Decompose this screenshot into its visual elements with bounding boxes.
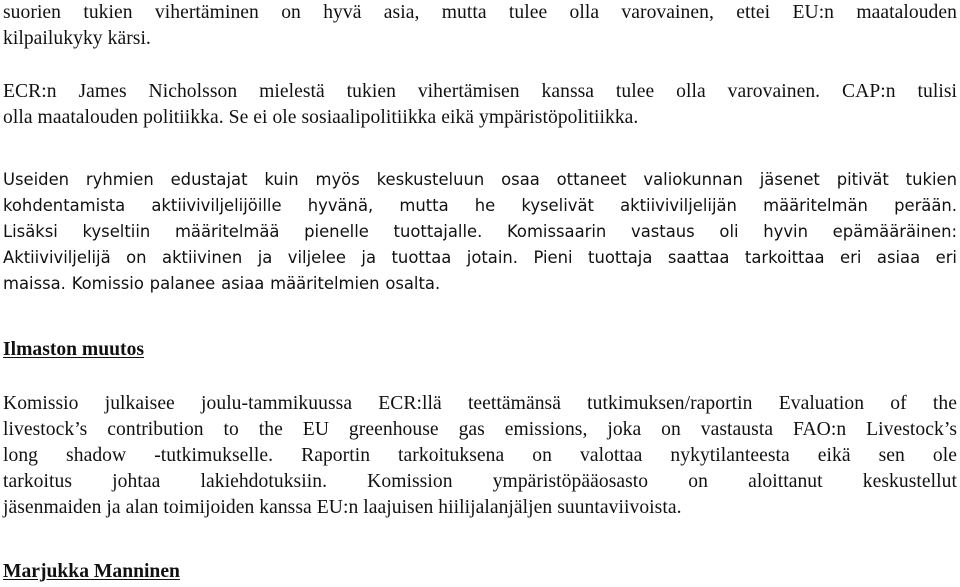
groups-line-4: Aktiiviviljelijä on aktiivinen ja viljelee ja tuottaa jotain. Pieni tuottaja saattaa tarkoittaa eri asiaa eri	[3, 248, 957, 267]
intro-end-line-1: suorien tukien vihertäminen on hyvä asia, mutta tulee olla varovainen, ettei EU:n maatalouden	[3, 2, 957, 23]
climate-change-heading: Ilmaston muutos	[3, 339, 144, 360]
commission-line-2: livestock’s contribution to the EU greenhouse gas emissions, joka on vastausta FAO:n Livestock’s	[3, 419, 957, 440]
commission-line-3: long shadow -tutkimukselle. Raportin tarkoituksena on valottaa nykytilanteesta eikä sen ole	[3, 445, 957, 466]
ecr-opinion-paragraph	[3, 79, 957, 131]
intro-end-line-2: kilpailukyky kärsi.	[3, 28, 151, 49]
commission-report-paragraph	[3, 391, 957, 521]
groups-line-2: kohdentamista aktiiviviljelijöille hyvänä, mutta he kyselivät aktiiviviljelijän määritelmän perään.	[3, 196, 957, 215]
groups-line-3: Lisäksi kyseltiin määritelmää pienelle tuottajalle. Komissaarin vastaus oli hyvin epämääräinen:	[3, 222, 957, 241]
groups-paragraph	[3, 167, 957, 297]
commission-line-5: jäsenmaiden ja alan toimijoiden kanssa EU:n laajuisen hiilijalanjäljen suuntaviivoista.	[3, 497, 682, 518]
ecr-line-1: ECR:n James Nicholsson mielestä tukien vihertämisen kanssa tulee olla varovainen. CAP:n tulisi	[3, 81, 957, 102]
intro-end-paragraph	[3, 0, 957, 52]
ecr-line-2: olla maatalouden politiikka. Se ei ole sosiaalipolitiikka eikä ympäristöpolitiikka.	[3, 107, 639, 128]
groups-line-1: Useiden ryhmien edustajat kuin myös keskusteluun osaa ottaneet valiokunnan jäsenet pitivät tukien	[3, 170, 957, 189]
groups-line-5: maissa. Komissio palanee asiaa määritelmien osalta.	[3, 274, 441, 293]
author-signature: Marjukka Manninen	[3, 561, 180, 582]
commission-line-4: tarkoitus johtaa lakiehdotuksiin. Komission ympäristöpääosasto on aloittanut keskustellut	[3, 471, 957, 492]
commission-line-1: Komissio julkaisee joulu-tammikuussa ECR:llä teettämänsä tutkimuksen/raportin Evaluation of the	[3, 393, 957, 414]
